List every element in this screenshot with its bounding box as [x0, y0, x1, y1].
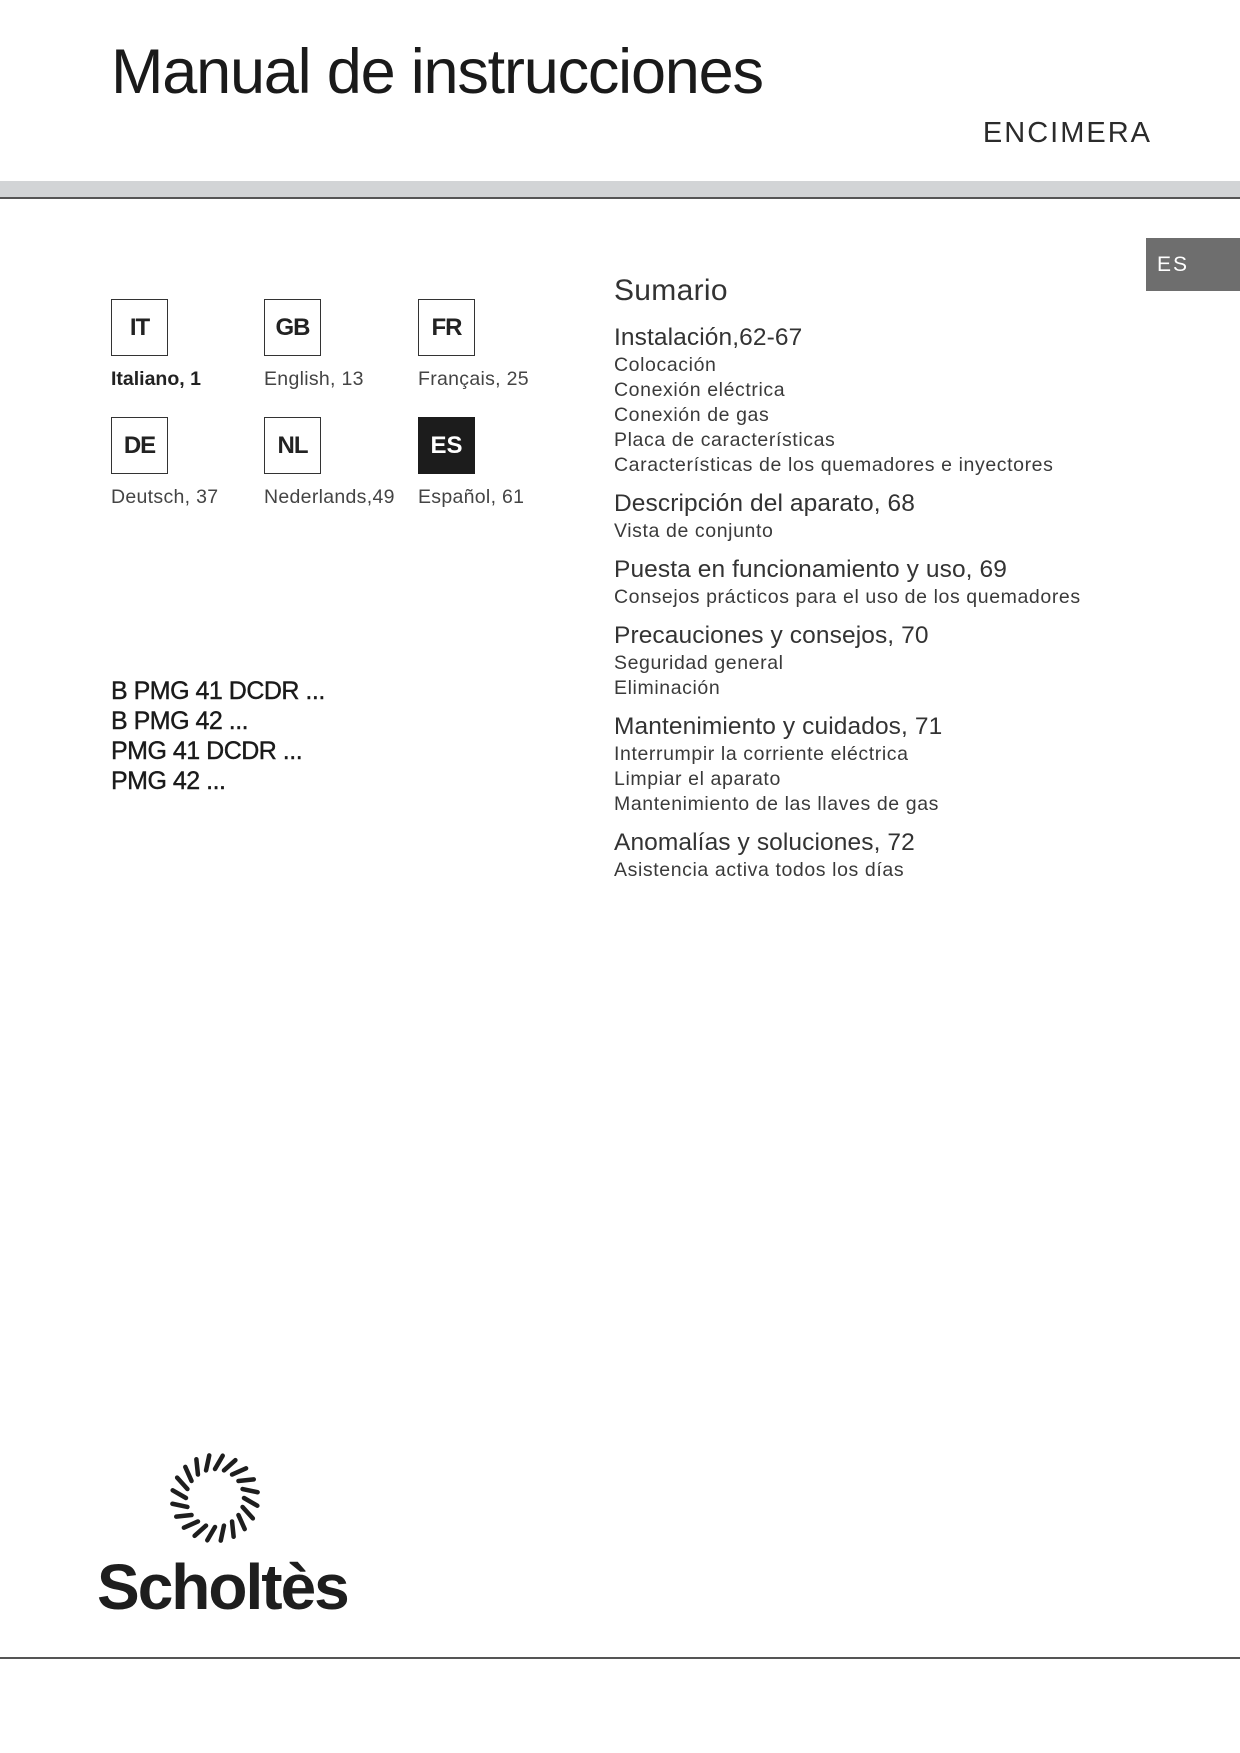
toc-item[interactable]: Consejos prácticos para el uso de los quemadores — [614, 586, 1081, 608]
product-category: ENCIMERA — [982, 117, 1152, 149]
toc-item[interactable]: Interrumpir la corriente eléctrica — [614, 743, 909, 765]
toc-section-title[interactable]: Descripción del aparato, 68 — [614, 490, 915, 517]
toc-section-title[interactable]: Mantenimiento y cuidados, 71 — [614, 713, 943, 740]
language-label: Français, 25 — [418, 368, 529, 390]
toc-item[interactable]: Características de los quemadores e inyectores — [614, 454, 1054, 476]
brand-name: Scholtès — [97, 1551, 348, 1623]
page-title: Manual de instrucciones — [111, 37, 763, 107]
toc-item[interactable]: Asistencia activa todos los días — [614, 859, 905, 881]
model-name: B PMG 42 ... — [111, 707, 249, 735]
language-code-box: NL — [264, 417, 321, 474]
language-entry-nl[interactable] — [264, 417, 414, 509]
toc-section — [614, 620, 1154, 701]
language-label: English, 13 — [264, 368, 364, 390]
toc-section — [614, 554, 1154, 610]
model-list — [111, 676, 325, 796]
language-code-box: GB — [264, 299, 321, 356]
header-rule — [0, 197, 1240, 199]
language-entry-it[interactable] — [111, 299, 261, 391]
language-index — [111, 299, 571, 529]
language-label: Italiano, 1 — [111, 368, 201, 390]
toc-section — [614, 827, 1154, 883]
model-name: PMG 41 DCDR ... — [111, 737, 303, 765]
toc-item[interactable]: Conexión eléctrica — [614, 379, 786, 401]
language-entry-fr[interactable] — [418, 299, 568, 391]
toc-section — [614, 488, 1154, 544]
toc-item[interactable]: Seguridad general — [614, 652, 784, 674]
language-label: Español, 61 — [418, 486, 525, 508]
model-name: PMG 42 ... — [111, 767, 226, 795]
language-label: Deutsch, 37 — [111, 486, 219, 508]
toc-section — [614, 711, 1154, 817]
language-code-box-active: ES — [418, 417, 475, 474]
language-label: Nederlands,49 — [264, 486, 395, 508]
toc-section — [614, 322, 1154, 478]
language-code-box: FR — [418, 299, 475, 356]
header-band — [0, 181, 1240, 197]
language-code-box: DE — [111, 417, 168, 474]
model-name: B PMG 41 DCDR ... — [111, 677, 325, 705]
toc-heading: Sumario — [614, 274, 728, 307]
language-code-box: IT — [111, 299, 168, 356]
current-language-tab: ES — [1146, 238, 1240, 291]
sun-logo-icon — [167, 1450, 263, 1546]
toc-section-title[interactable]: Anomalías y soluciones, 72 — [614, 829, 915, 856]
toc-section-title[interactable]: Instalación,62-67 — [614, 324, 803, 351]
brand-logo — [97, 1450, 348, 1623]
toc-section-title[interactable]: Precauciones y consejos, 70 — [614, 622, 929, 649]
toc-item[interactable]: Placa de características — [614, 429, 836, 451]
language-entry-es[interactable] — [418, 417, 568, 509]
language-entry-gb[interactable] — [264, 299, 414, 391]
language-entry-de[interactable] — [111, 417, 261, 509]
toc-item[interactable]: Conexión de gas — [614, 404, 770, 426]
toc-item[interactable]: Eliminación — [614, 677, 721, 699]
toc-item[interactable]: Limpiar el aparato — [614, 768, 781, 790]
toc-item[interactable]: Colocación — [614, 354, 717, 376]
table-of-contents — [614, 274, 1154, 893]
toc-item[interactable]: Mantenimiento de las llaves de gas — [614, 793, 939, 815]
toc-section-title[interactable]: Puesta en funcionamiento y uso, 69 — [614, 556, 1007, 583]
footer-rule — [0, 1657, 1240, 1659]
toc-item[interactable]: Vista de conjunto — [614, 520, 774, 542]
